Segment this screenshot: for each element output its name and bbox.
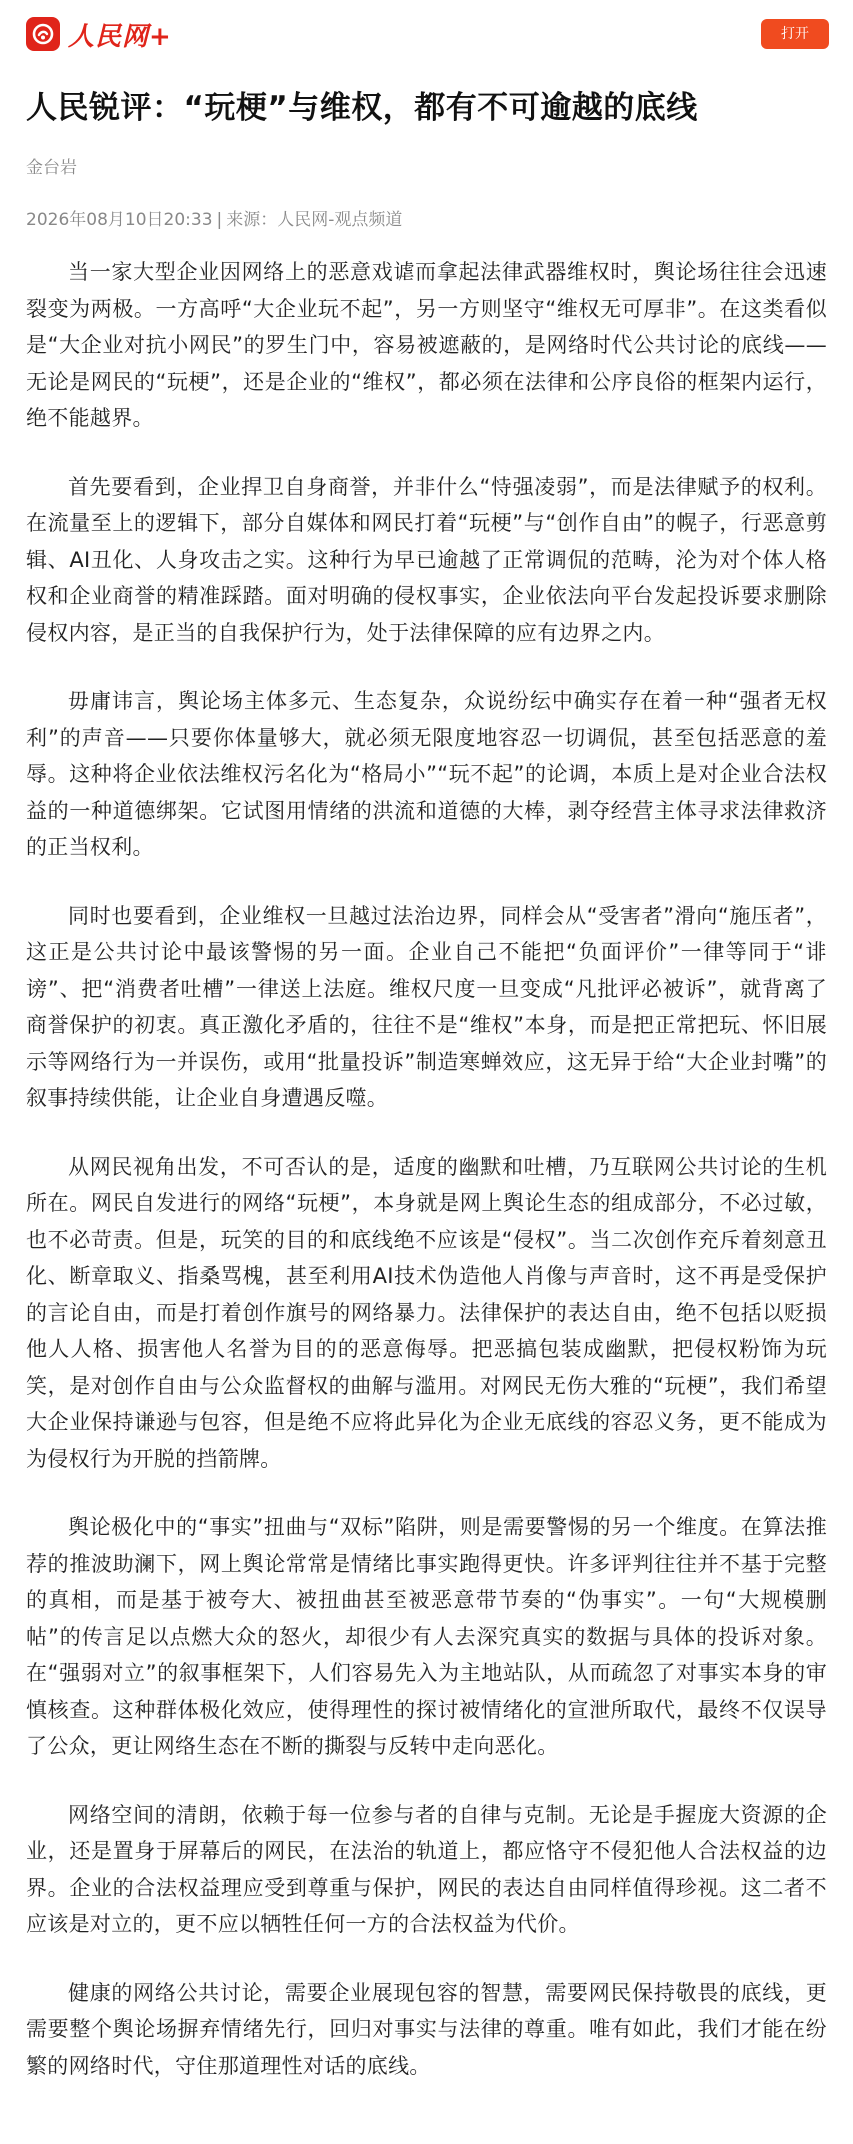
article-paragraph: 从网民视角出发，不可否认的是，适度的幽默和吐槽，乃互联网公共讨论的生机所在。网民自发进行的网络“玩梗”，本身就是网上舆论生态的组成部分，不必过敏，也不必苛责。但是，玩笑的目的和底线绝不应该是“侵权”。当二次创作充斥着刻意丑化、断章取义、指桑骂槐，甚至利用AI技术伪造他人肖像与声音时，这不再是受保护的言论自由，而是打着创作旗号的网络暴力。法律保护的表达自由，绝不包括以贬损他人人格、损害他人名誉为目的的恶意侮辱。把恶搞包装成幽默，把侵权粉饰为玩笑，是对创作自由与公众监督权的曲解与滥用。对网民无伤大雅的“玩梗”，我们希望大企业保持谦逊与包容，但是绝不应将此异化为企业无底线的容忍义务，更不能成为为侵权行为开脱的挡箭牌。 [26, 1154, 827, 1471]
logo-icon [26, 17, 60, 51]
meta-separator: | [216, 210, 223, 230]
brand-logo[interactable] [26, 16, 172, 53]
publish-date: 2026年08月10日20:33 [26, 210, 213, 230]
article-paragraph: 同时也要看到，企业维权一旦越过法治边界，同样会从“受害者”滑向“施压者”，这正是公共讨论中最该警惕的另一面。企业自己不能把“负面评价”一律等同于“诽谤”、把“消费者吐槽”一律送上法庭。维权尺度一旦变成“凡批评必被诉”，就背离了商誉保护的初衷。真正激化矛盾的，往往不是“维权”本身，而是把正常把玩、怀旧展示等网络行为一并误伤，或用“批量投诉”制造寒蝉效应，这无异于给“大企业封嘴”的叙事持续供能，让企业自身遭遇反噬。 [26, 903, 827, 1110]
logo-text: 人民网+ [68, 21, 172, 52]
article-paragraph: 网络空间的清朗，依赖于每一位参与者的自律与克制。无论是手握庞大资源的企业，还是置身于屏幕后的网民，在法治的轨道上，都应恪守不侵犯他人合法权益的边界。企业的合法权益理应受到尊重与保护，网民的表达自由同样值得珍视。这二者不应该是对立的，更不应以牺牲任何一方的合法权益为代价。 [26, 1802, 827, 1936]
article-meta [26, 208, 827, 232]
article-paragraph: 毋庸讳言，舆论场主体多元、生态复杂，众说纷纭中确实存在着一种“强者无权利”的声音——只要你体量够大，就必须无限度地容忍一切调侃，甚至包括恶意的羞辱。这种将企业依法维权污名化为“格局小”“玩不起”的论调，本质上是对企业合法权益的一种道德绑架。它试图用情绪的洪流和道德的大棒，剥夺经营主体寻求法律救济的正当权利。 [26, 689, 827, 859]
article-body [26, 254, 827, 2084]
top-bar [0, 0, 853, 68]
article-paragraph: 舆论极化中的“事实”扭曲与“双标”陷阱，则是需要警惕的另一个维度。在算法推荐的推波助澜下，网上舆论常常是情绪比事实跑得更快。许多评判往往并不基于完整的真相，而是基于被夸大、被扭曲甚至被恶意带节奏的“伪事实”。一句“大规模删帖”的传言足以点燃大众的怒火，却很少有人去深究真实的数据与具体的投诉对象。在“强弱对立”的叙事框架下，人们容易先入为主地站队，从而疏忽了对事实本身的审慎核查。这种群体极化效应，使得理性的探讨被情绪化的宣泄所取代，最终不仅误导了公众，更让网络生态在不断的撕裂与反转中走向恶化。 [26, 1515, 827, 1758]
article-paragraph: 首先要看到，企业捍卫自身商誉，并非什么“恃强凌弱”，而是法律赋予的权利。在流量至上的逻辑下，部分自媒体和网民打着“玩梗”与“创作自由”的幌子，行恶意剪辑、AI丑化、人身攻击之实。这种行为早已逾越了正常调侃的范畴，沦为对个体人格权和企业商誉的精准踩踏。面对明确的侵权事实，企业依法向平台发起投诉要求删除侵权内容，是正当的自我保护行为，处于法律保障的应有边界之内。 [26, 474, 827, 645]
article-author: 金台岩 [26, 158, 77, 178]
article-paragraph: 当一家大型企业因网络上的恶意戏谑而拿起法律武器维权时，舆论场往往会迅速裂变为两极。一方高呼“大企业玩不起”，另一方则坚守“维权无可厚非”。在这类看似是“大企业对抗小网民”的罗生门中，容易被遮蔽的，是网络时代公共讨论的底线——无论是网民的“玩梗”，还是企业的“维权”，都必须在法律和公序良俗的框架内运行，绝不能越界。 [26, 260, 827, 430]
article-source: 来源：人民网-观点频道 [226, 210, 403, 230]
article-title: 人民锐评：“玩梗”与维权，都有不可逾越的底线 [26, 90, 698, 126]
article-paragraph: 健康的网络公共讨论，需要企业展现包容的智慧，需要网民保持敬畏的底线，更需要整个舆论场摒弃情绪先行，回归对事实与法律的尊重。唯有如此，我们才能在纷繁的网络时代，守住那道理性对话的底线。 [26, 1980, 827, 2078]
open-app-button[interactable]: 打开 [761, 19, 829, 49]
